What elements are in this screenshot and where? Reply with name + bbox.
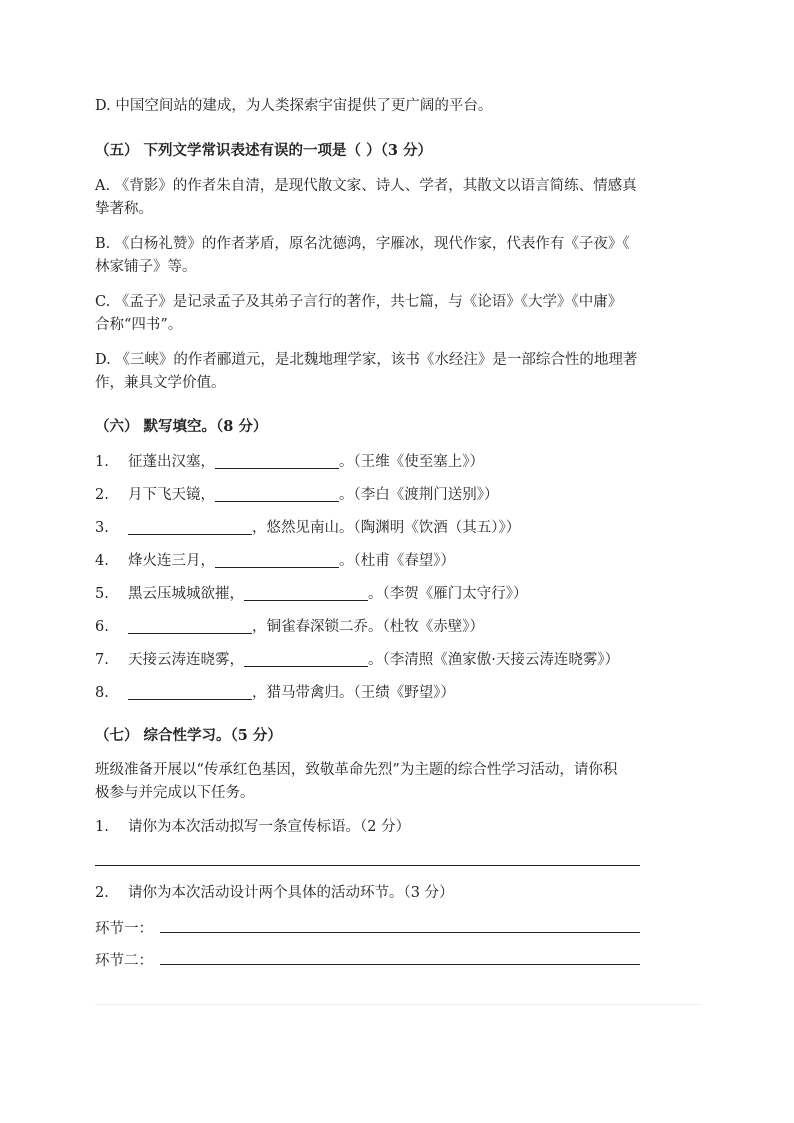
section5-option-c-line2: 合称“四书”。 — [95, 317, 183, 333]
task-1 — [95, 816, 410, 838]
fill-item-after: 。（李白《渡荆门送别》） — [339, 487, 499, 503]
section5-option-d-line1: D. 《三峡》的作者郦道元，是北魏地理学家，该书《水经注》是一部综合性的地理著 — [95, 352, 638, 368]
fill-item-before: 烽火连三月， — [128, 553, 215, 569]
section5-option-a-line2: 挚著称。 — [95, 201, 153, 217]
fill-item-2 — [95, 484, 499, 506]
section6-heading: （六） 默写填空。（8 分） — [95, 418, 268, 435]
section7-heading: （七） 综合性学习。（5 分） — [95, 727, 282, 744]
fill-item-after: 。（王维《使至塞上》） — [339, 454, 484, 470]
fill-item-number: 4. — [95, 553, 109, 569]
step-2-label: 环节二： — [95, 953, 153, 969]
step-1-answer-line[interactable] — [160, 932, 640, 933]
step-1-label: 环节一： — [95, 921, 153, 937]
fill-item-before: 天接云涛连晓雾， — [128, 652, 244, 668]
section7-intro-line1: 班级准备开展以“传承红色基因，致敬革命先烈”为主题的综合性学习活动，请你积 — [95, 762, 618, 778]
fill-item-4 — [95, 550, 455, 572]
section7-intro-line2: 极参与并完成以下任务。 — [95, 785, 255, 801]
fill-item-before: 黑云压城城欲摧， — [128, 586, 244, 602]
fill-item-before: 月下飞天镜， — [128, 487, 215, 503]
section5-heading: （五） 下列文学常识表述有误的一项是（ ）（3 分） — [95, 142, 432, 159]
step-2-answer-line[interactable] — [160, 964, 640, 965]
fill-item-number: 6. — [95, 619, 109, 635]
page-footer-divider — [95, 1004, 701, 1005]
task-text: 请你为本次活动拟写一条宣传标语。（2 分） — [128, 819, 411, 835]
fill-item-6 — [95, 616, 484, 638]
fill-item-number: 5. — [95, 586, 109, 602]
fill-item-number: 3. — [95, 520, 109, 536]
fill-item-before: 征蓬出汉塞， — [128, 454, 215, 470]
answer-blank[interactable] — [215, 551, 339, 568]
answer-blank[interactable] — [244, 650, 368, 667]
section5-option-b-line2: 林家铺子》等。 — [95, 259, 197, 275]
section5-option-a-line1: A. 《背影》的作者朱自清，是现代散文家、诗人、学者，其散文以语言简练、情感真 — [95, 178, 637, 194]
fill-item-number: 8. — [95, 685, 109, 701]
fill-item-number: 2. — [95, 487, 109, 503]
fill-item-after: 。（杜甫《春望》） — [339, 553, 455, 569]
section5-option-d-line2: 作，兼具文学价值。 — [95, 375, 226, 391]
fill-item-after: ，悠然见南山。（陶渊明《饮酒（其五）》） — [252, 520, 521, 536]
fill-item-1 — [95, 451, 484, 473]
section5-option-c-line1: C. 《孟子》是记录孟子及其弟子言行的著作，共七篇，与《论语》《大学》《中庸》 — [95, 294, 623, 310]
task-number: 1. — [95, 819, 109, 835]
fill-item-number: 7. — [95, 652, 109, 668]
fill-item-after: 。（李贺《雁门太守行》） — [368, 586, 528, 602]
fill-item-8 — [95, 682, 455, 704]
q4-option-d: D. 中国空间站的建成，为人类探索宇宙提供了更广阔的平台。 — [95, 98, 493, 114]
slogan-answer-line[interactable] — [95, 865, 640, 866]
answer-blank[interactable] — [244, 584, 368, 601]
task-number: 2. — [95, 885, 109, 901]
task-text: 请你为本次活动设计两个具体的活动环节。（3 分） — [128, 885, 454, 901]
fill-item-7 — [95, 649, 619, 671]
answer-blank[interactable] — [215, 485, 339, 502]
answer-blank[interactable] — [128, 683, 252, 700]
fill-item-3 — [95, 517, 520, 539]
section5-option-b-line1: B. 《白杨礼赞》的作者茅盾，原名沈德鸿，字雁冰，现代作家，代表作有《子夜》《 — [95, 236, 630, 252]
fill-item-number: 1. — [95, 454, 109, 470]
fill-item-after: ，猎马带禽归。（王绩《野望》） — [252, 685, 455, 701]
answer-blank[interactable] — [128, 617, 252, 634]
fill-item-after: 。（李清照《渔家傲·天接云涛连晓雾》） — [368, 652, 620, 668]
answer-blank[interactable] — [128, 518, 252, 535]
task-2 — [95, 882, 454, 904]
answer-blank[interactable] — [215, 452, 339, 469]
fill-item-after: ，铜雀春深锁二乔。（杜牧《赤壁》） — [252, 619, 484, 635]
fill-item-5 — [95, 583, 528, 605]
